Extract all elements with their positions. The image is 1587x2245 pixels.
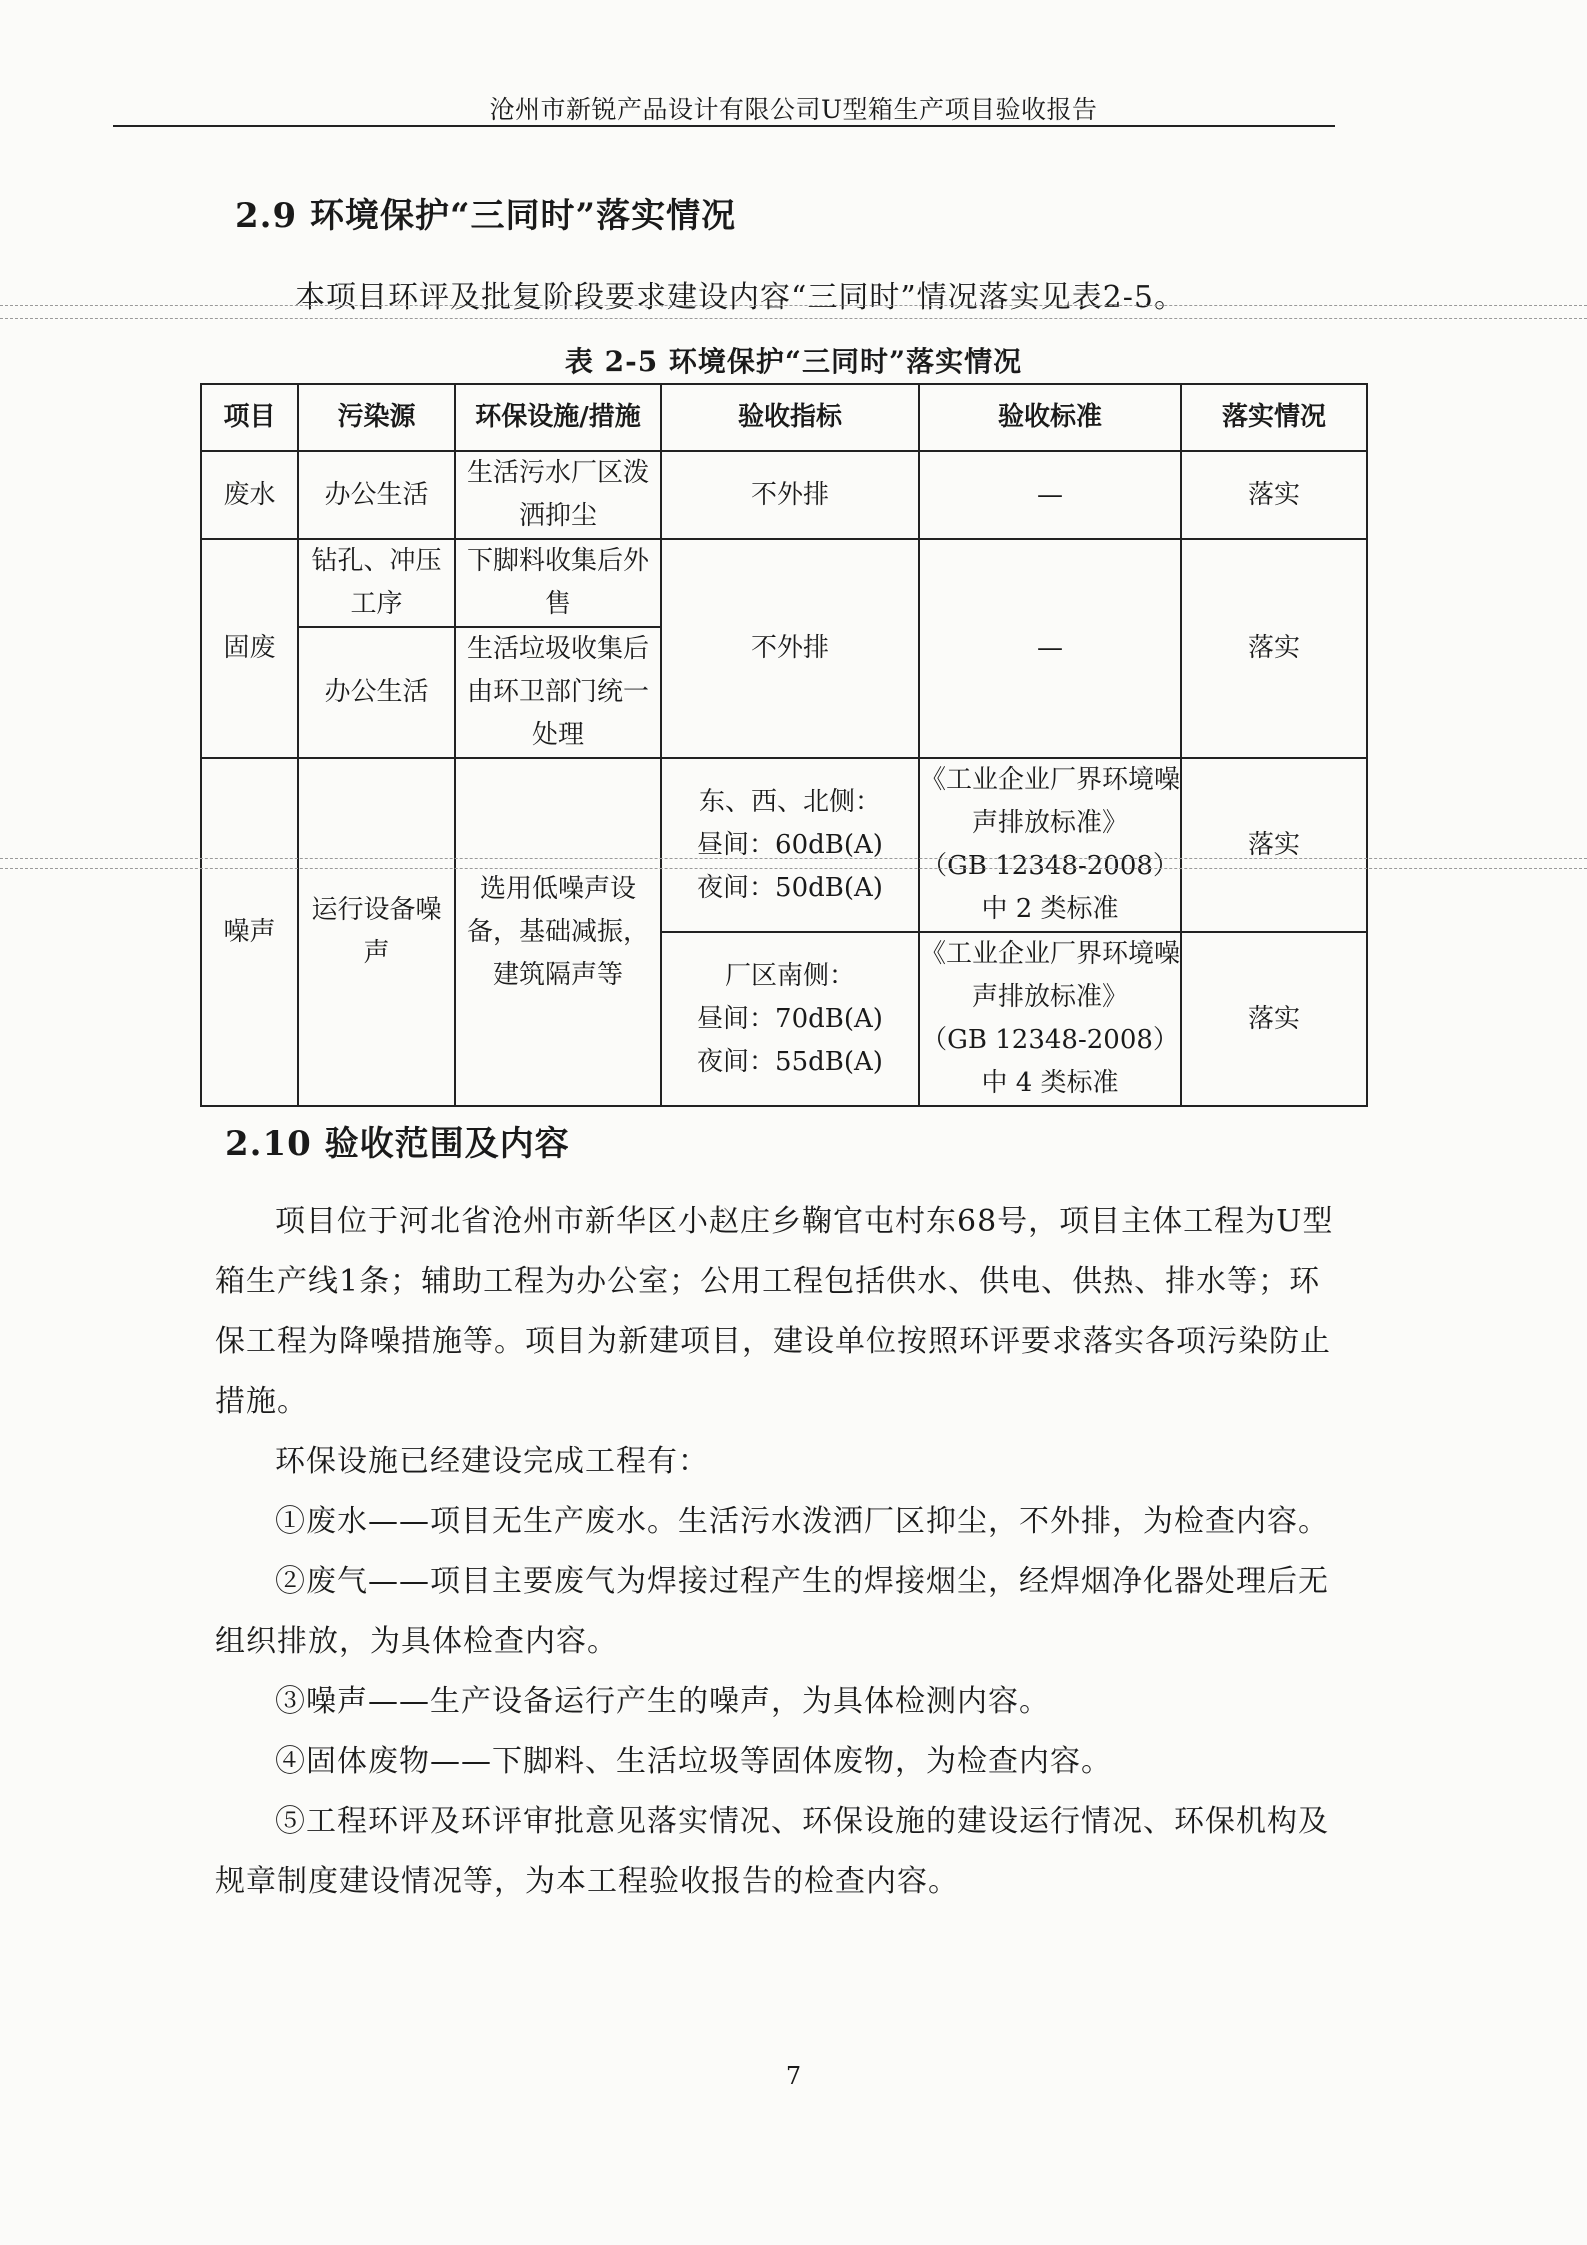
section-2-10-body xyxy=(215,1192,1335,1912)
table-row xyxy=(201,451,1367,539)
category-cell: 废水 xyxy=(201,451,298,539)
paragraph: ③噪声——生产设备运行产生的噪声，为具体检测内容。 xyxy=(275,1684,1050,1719)
section-2-10-heading: 2.10 验收范围及内容 xyxy=(225,1124,570,1164)
paragraph: ①废水——项目无生产废水。生活污水泼洒厂区抑尘，不外排，为检查内容。 xyxy=(275,1504,1329,1539)
status-cell: 落实 xyxy=(1181,539,1367,758)
measure-cell: 生活污水厂区泼洒抑尘 xyxy=(455,451,661,539)
header-rule xyxy=(113,125,1335,127)
paragraph: 环保设施已经建设完成工程有： xyxy=(275,1444,709,1479)
measure-cell: 选用低噪声设备，基础减振，建筑隔声等 xyxy=(455,758,661,1106)
paragraph: 项目位于河北省沧州市新华区小赵庄乡鞠官屯村东68号，项目主体工程为U型箱生产线1条；辅助工程为办公室；公用工程包括供水、供电、供热、排水等；环保工程为降噪措施等。项目为新建项目，建设单位按照环评要求落实各项污染防止措施。 xyxy=(215,1204,1334,1419)
section-2-9-heading: 2.9 环境保护“三同时”落实情况 xyxy=(235,196,737,236)
indicator-cell: 不外排 xyxy=(661,539,919,758)
header-cell: 环保设施/措施 xyxy=(455,384,661,451)
header-cell: 污染源 xyxy=(298,384,455,451)
running-header: 沧州市新锐产品设计有限公司U型箱生产项目验收报告 xyxy=(489,95,1098,124)
source-cell: 运行设备噪声 xyxy=(298,758,455,1106)
indicator-cell: 东、西、北侧： 昼间：60dB(A) 夜间：50dB(A) xyxy=(661,758,919,932)
source-cell: 办公生活 xyxy=(298,451,455,539)
standard-cell: — xyxy=(919,451,1181,539)
table-caption: 表 2-5 环境保护“三同时”落实情况 xyxy=(564,345,1023,378)
scan-artifact-line xyxy=(0,305,1587,306)
measure-cell: 下脚料收集后外售 xyxy=(455,539,661,627)
category-cell: 噪声 xyxy=(201,758,298,1106)
paragraph: ④固体废物——下脚料、生活垃圾等固体废物，为检查内容。 xyxy=(275,1744,1112,1779)
table-header-row xyxy=(201,384,1367,451)
indicator-cell: 不外排 xyxy=(661,451,919,539)
header-cell: 项目 xyxy=(201,384,298,451)
scan-artifact-line xyxy=(0,858,1587,859)
status-cell: 落实 xyxy=(1181,451,1367,539)
standard-cell: 《工业企业厂界环境噪声排放标准》 （GB 12348-2008） 中 4 类标准 xyxy=(919,932,1181,1106)
category-cell: 固废 xyxy=(201,539,298,758)
table-row xyxy=(201,758,1367,932)
measure-cell: 生活垃圾收集后由环卫部门统一处理 xyxy=(455,627,661,758)
paragraph: ⑤工程环评及环评审批意见落实情况、环保设施的建设运行情况、环保机构及规章制度建设情况等，为本工程验收报告的检查内容。 xyxy=(215,1804,1329,1899)
indicator-cell: 厂区南侧： 昼间：70dB(A) 夜间：55dB(A) xyxy=(661,932,919,1106)
header-cell: 验收指标 xyxy=(661,384,919,451)
scan-artifact-line xyxy=(0,868,1587,869)
header-cell: 验收标准 xyxy=(919,384,1181,451)
header-cell: 落实情况 xyxy=(1181,384,1367,451)
paragraph: ②废气——项目主要废气为焊接过程产生的焊接烟尘，经焊烟净化器处理后无组织排放，为具体检查内容。 xyxy=(215,1564,1329,1659)
scan-artifact-line xyxy=(0,318,1587,319)
table-row xyxy=(201,539,1367,627)
source-cell: 办公生活 xyxy=(298,627,455,758)
source-cell: 钻孔、冲压工序 xyxy=(298,539,455,627)
standard-cell: — xyxy=(919,539,1181,758)
standard-cell: 《工业企业厂界环境噪声排放标准》 （GB 12348-2008） 中 2 类标准 xyxy=(919,758,1181,932)
section-2-9-intro: 本项目环评及批复阶段要求建设内容“三同时”情况落实见表2-5。 xyxy=(295,280,1185,315)
three-simultaneous-table xyxy=(200,383,1368,1107)
page-number: 7 xyxy=(785,2062,802,2090)
status-cell: 落实 xyxy=(1181,758,1367,932)
status-cell: 落实 xyxy=(1181,932,1367,1106)
